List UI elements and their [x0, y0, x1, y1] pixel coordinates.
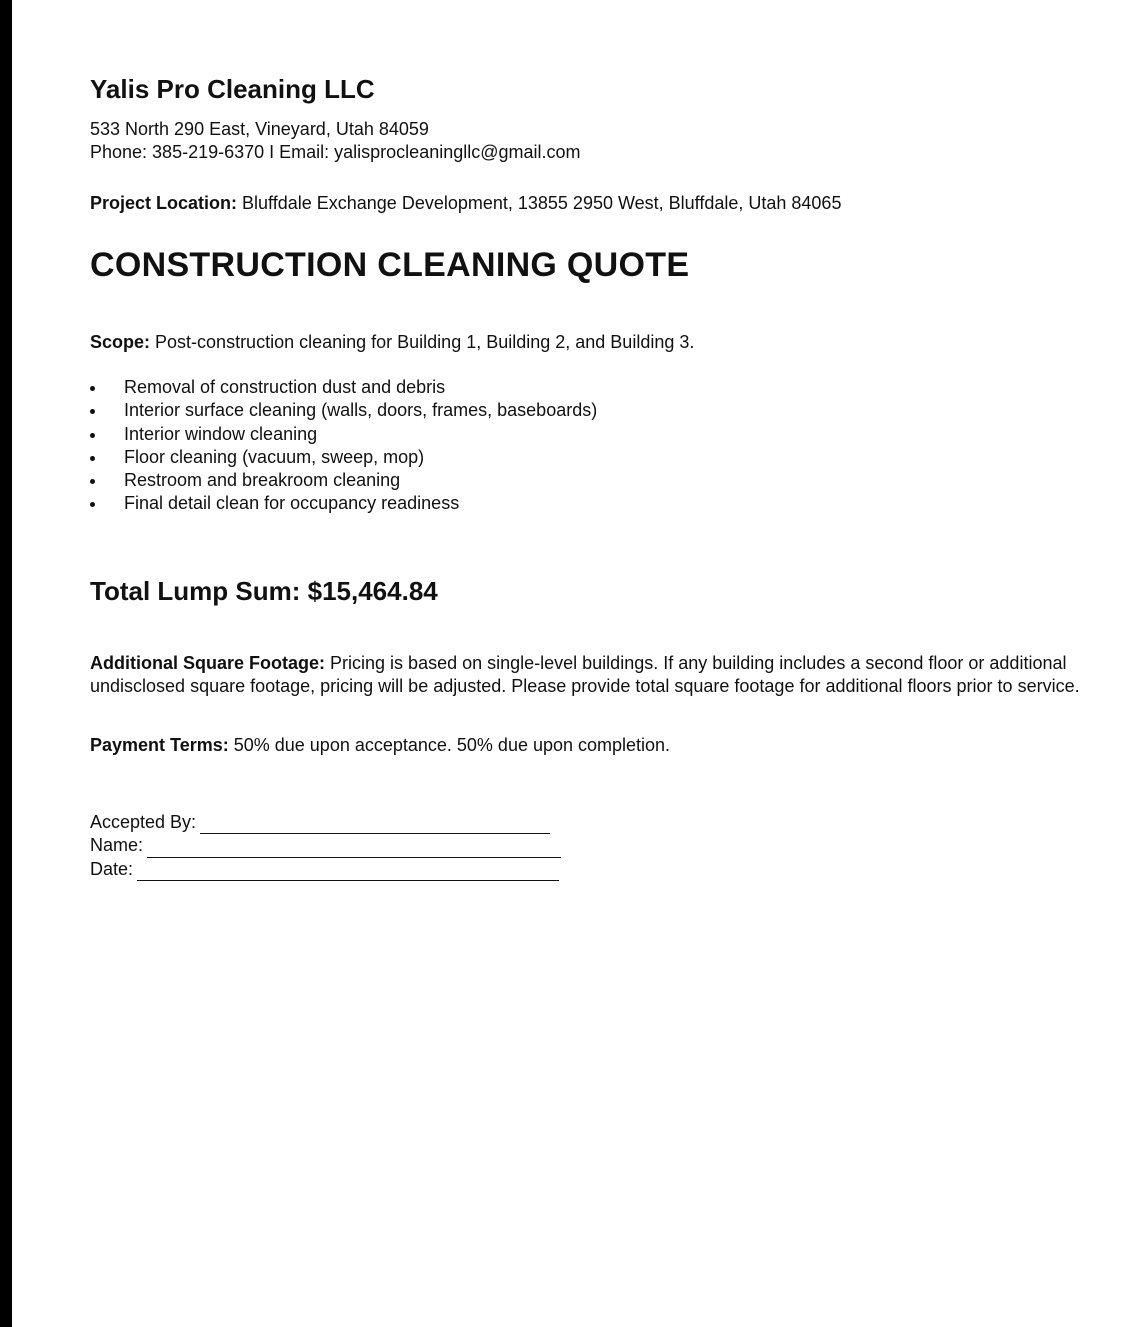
scope-label: Scope: [90, 332, 151, 352]
signature-block [90, 811, 1130, 882]
date-row [90, 858, 1130, 882]
name-line[interactable] [147, 841, 561, 858]
additional-label: Additional Square Footage: [90, 652, 326, 673]
scope-value: Post-construction cleaning for Building 1, Building 2, and Building 3. [155, 332, 695, 352]
bullet-icon [90, 456, 95, 461]
name-row [90, 834, 1130, 858]
bullet-icon [90, 479, 95, 484]
list-item-text: Final detail clean for occupancy readiness [124, 493, 460, 514]
list-item-text: Removal of construction dust and debris [124, 377, 446, 397]
company-name: Yalis Pro Cleaning LLC [90, 74, 375, 104]
list-item-text: Interior surface cleaning (walls, doors, frames, baseboards) [124, 400, 598, 421]
scope [90, 331, 1130, 354]
list-item-text: Interior window cleaning [124, 423, 318, 444]
company-contact: Phone: 385-219-6370 I Email: yalisprocleaningllc@gmail.com [90, 142, 581, 162]
project-location [90, 192, 1130, 215]
bullet-icon [90, 386, 95, 391]
date-line[interactable] [137, 864, 559, 881]
project-location-value: Bluffdale Exchange Development, 13855 2950 West, Bluffdale, Utah 84065 [242, 193, 842, 213]
additional-square-footage [90, 652, 1120, 698]
list-item [90, 423, 1130, 446]
accepted-by-line[interactable] [200, 817, 550, 834]
additional-value: Pricing is based on single-level buildings. If any building includes a second floor or additional undisclosed square footage, pricing will be adjusted. Please provide total square footage for additional floors prior to service. [90, 652, 1080, 696]
list-item [90, 376, 1130, 399]
accepted-by-label: Accepted By: [90, 811, 197, 832]
list-item-text: Floor cleaning (vacuum, sweep, mop) [124, 446, 425, 467]
list-item [90, 446, 1130, 469]
date-label: Date: [90, 858, 134, 879]
document-content [90, 72, 1130, 881]
project-location-label: Project Location: [90, 193, 238, 213]
company-address: 533 North 290 East, Vineyard, Utah 84059 [90, 119, 429, 139]
list-item-text: Restroom and breakroom cleaning [124, 470, 401, 491]
accepted-by-row [90, 811, 1130, 835]
payment-value: 50% due upon acceptance. 50% due upon completion. [233, 734, 671, 755]
bullet-icon [90, 409, 95, 414]
bullet-icon [90, 433, 95, 438]
total-lump-sum: Total Lump Sum: $15,464.84 [90, 575, 438, 606]
scope-list [90, 376, 1130, 516]
document-page [12, 0, 1143, 1327]
bullet-icon [90, 502, 95, 507]
name-label: Name: [90, 835, 144, 856]
document-title: CONSTRUCTION CLEANING QUOTE [90, 246, 690, 284]
list-item [90, 469, 1130, 492]
list-item [90, 399, 1130, 422]
payment-label: Payment Terms: [90, 734, 229, 755]
list-item [90, 492, 1130, 515]
payment-terms [90, 734, 1130, 757]
